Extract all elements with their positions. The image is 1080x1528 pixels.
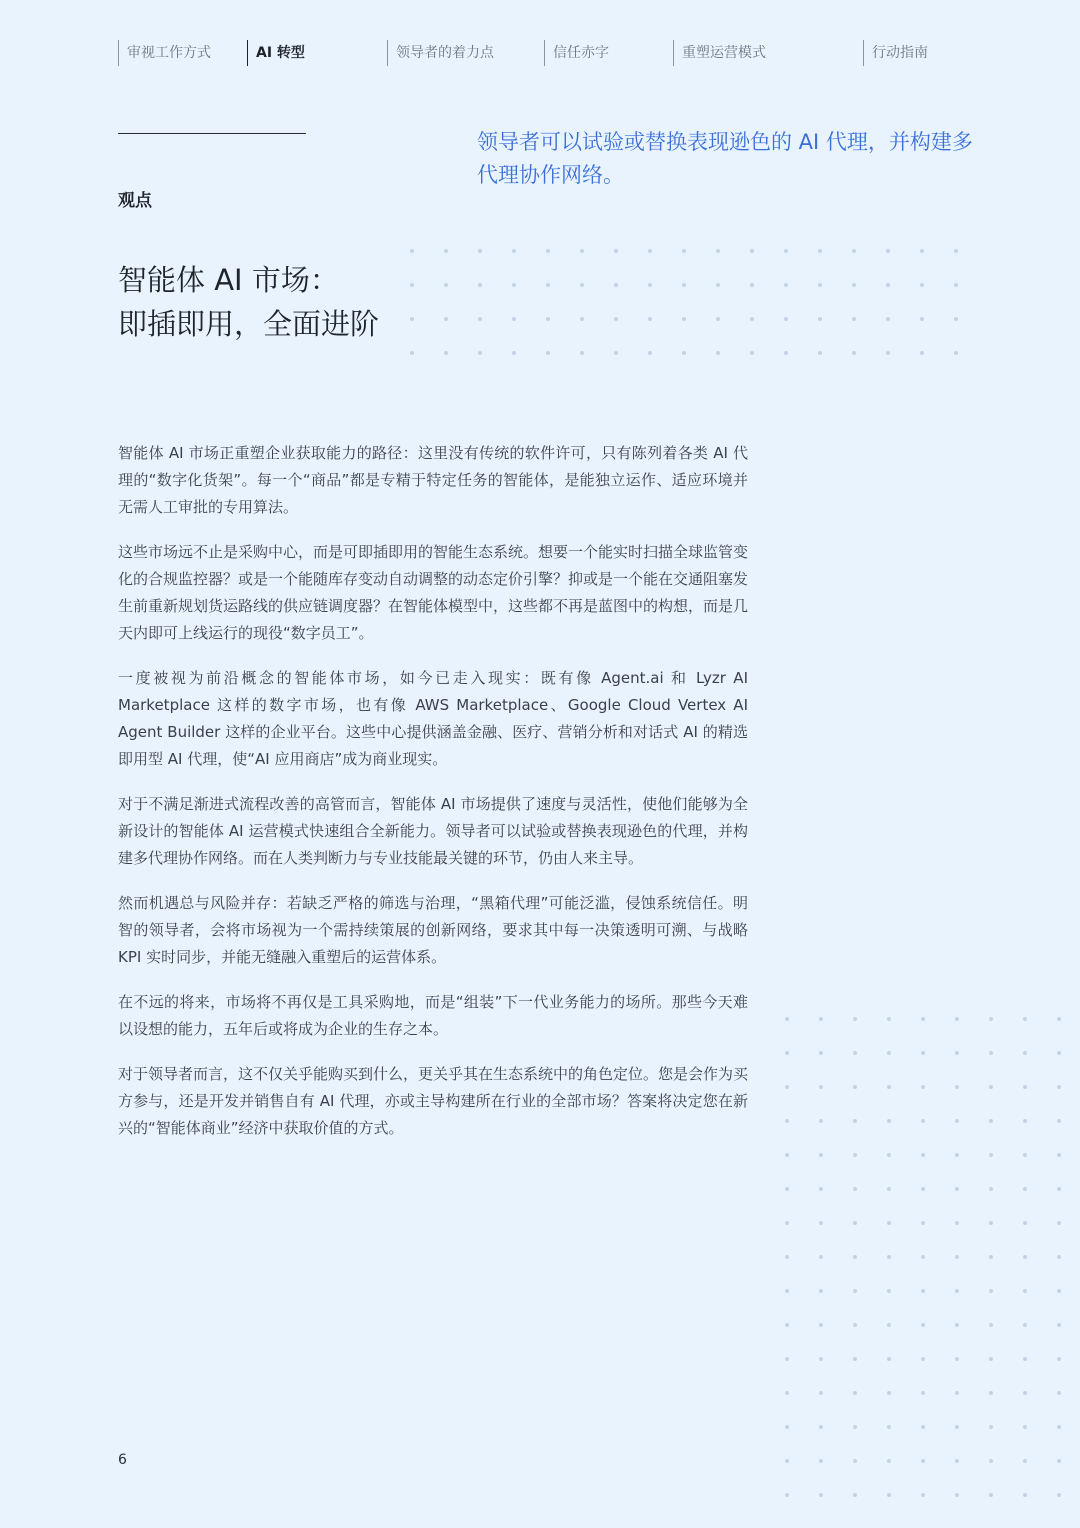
page-title bbox=[118, 258, 408, 346]
nav-item-leader-focus[interactable]: 领导者的着力点 bbox=[387, 40, 494, 66]
nav-item-action-guide[interactable]: 行动指南 bbox=[863, 40, 928, 66]
nav-item-operating-model[interactable]: 重塑运营模式 bbox=[673, 40, 766, 66]
section-label: 观点 bbox=[118, 191, 152, 211]
page-title-line-1: 智能体 AI 市场： bbox=[118, 263, 339, 297]
nav-item-work-review[interactable]: 审视工作方式 bbox=[118, 40, 211, 66]
pull-quote: 领导者可以试验或替换表现逊色的 AI 代理，并构建多代理协作网络。 bbox=[477, 130, 973, 187]
body-paragraph-5: 然而机遇总与风险并存：若缺乏严格的筛选与治理，“黑箱代理”可能泛滥，侵蚀系统信任。明智的领导者，会将市场视为一个需持续策展的创新网络，要求其中每一决策透明可溯、与战略 KPI 实时同步，并能无缝融入重塑后的运营体系。 bbox=[118, 894, 748, 966]
decorative-dot-grid-top bbox=[400, 240, 970, 360]
section-divider bbox=[118, 133, 306, 134]
body-paragraph-2: 这些市场远不止是采购中心，而是可即插即用的智能生态系统。想要一个能实时扫描全球监管变化的合规监控器？或是一个能随库存变动自动调整的动态定价引擎？抑或是一个能在交通阻塞发生前重新规划货运路线的供应链调度器？在智能体模型中，这些都不再是蓝图中的构想，而是几天内即可上线运行的现役“数字员工”。 bbox=[118, 543, 749, 642]
body-paragraph-4: 对于不满足渐进式流程改善的高管而言，智能体 AI 市场提供了速度与灵活性，使他们能够为全新设计的智能体 AI 运营模式快速组合全新能力。领导者可以试验或替换表现逊色的代理，并构建多代理协作网络。而在人类判断力与专业技能最关键的环节，仍由人来主导。 bbox=[118, 795, 748, 867]
top-navigation bbox=[0, 40, 1080, 68]
body-paragraph-1: 智能体 AI 市场正重塑企业获取能力的路径：这里没有传统的软件许可，只有陈列着各类 AI 代理的“数字化货架”。每一个“商品”都是专精于特定任务的智能体，是能独立运作、适应环境并无需人工审批的专用算法。 bbox=[118, 444, 748, 516]
body-paragraph-7: 对于领导者而言，这不仅关乎能购买到什么，更关乎其在生态系统中的角色定位。您是会作为买方参与，还是开发并销售自有 AI 代理，亦或主导构建所在行业的全部市场？答案将决定您在新兴的“智能体商业”经济中获取价值的方式。 bbox=[118, 1065, 749, 1137]
decorative-dot-grid-right bbox=[776, 1005, 1076, 1525]
body-paragraph-3: 一度被视为前沿概念的智能体市场，如今已走入现实：既有像 Agent.ai 和 Lyzr AI Marketplace 这样的数字市场，也有像 AWS Marketplace、Google Cloud Vertex AI Agent Builder 这样的企业平台。这些中心提供涵盖金融、医疗、营销分析和对话式 AI 的精选即用型 AI 代理，使“AI 应用商店”成为商业现实。 bbox=[118, 669, 748, 768]
nav-item-trust-deficit[interactable]: 信任赤字 bbox=[544, 40, 609, 66]
page-number: 6 bbox=[118, 1452, 127, 1468]
article-body bbox=[118, 440, 748, 1160]
body-paragraph-6: 在不远的将来，市场将不再仅是工具采购地，而是“组装”下一代业务能力的场所。那些今天难以设想的能力，五年后或将成为企业的生存之本。 bbox=[118, 993, 748, 1038]
nav-item-ai-transformation[interactable]: AI 转型 bbox=[247, 40, 305, 66]
page-title-line-2: 即插即用，全面进阶 bbox=[118, 307, 380, 341]
